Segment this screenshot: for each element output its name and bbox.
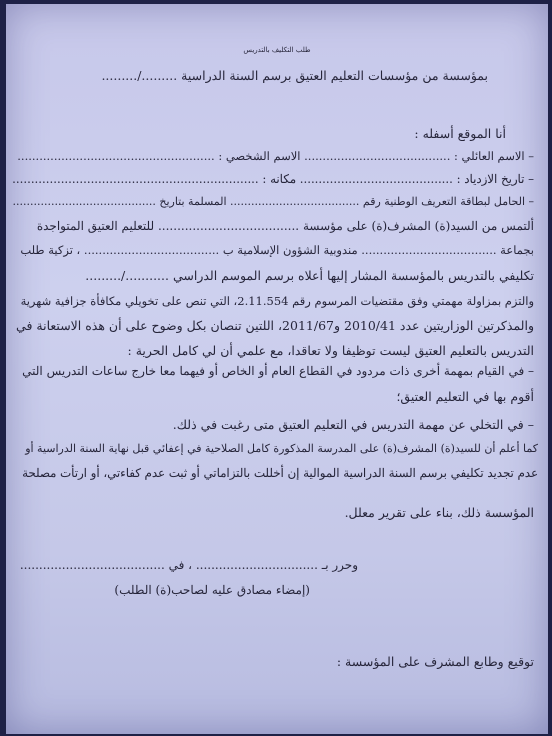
document-title: طلب التكليف بالتدريس bbox=[243, 46, 311, 54]
bullet-2: – في التخلي عن مهمة التدريس في التعليم العتيق متى رغبت في ذلك. bbox=[172, 417, 534, 432]
closing-2: عدم تجديد تكليفي برسم السنة الدراسية الموالية إن أخللت بالتزاماتي أو ثبت عدم كفاءتي، أو ارتأت مصلحة bbox=[22, 466, 538, 480]
signature-place: وحرر بـ ................................ ، في ...................................... bbox=[19, 558, 358, 572]
document-page bbox=[6, 4, 548, 734]
field-id-card: – الحامل لبطاقة التعريف الوطنية رقم ..................................... المسلمة بتاريخ ......................................... bbox=[12, 195, 534, 208]
intro-line: أنا الموقع أسفله : bbox=[414, 126, 506, 141]
signature-note: (إمضاء مصادق عليه لصاحب(ة) الطلب) bbox=[114, 583, 310, 597]
paragraph-1: تكليفي بالتدريس بالمؤسسة المشار إليها أعلاه برسم الموسم الدراسي .........../......... bbox=[85, 268, 534, 283]
bullet-1: – في القيام بمهمة أخرى ذات مردود في القطاع العام أو الخاص أو فيهما معا خارج ساعات التدريس التي bbox=[22, 364, 534, 378]
field-commune: بجماعة ..................................... مندوبية الشؤون الإسلامية ب ..................................... ، تزكية طلب bbox=[20, 243, 534, 257]
closing-3: المؤسسة ذلك، بناء على تقرير معلل. bbox=[344, 505, 534, 520]
bullet-1-continued: أقوم بها في التعليم العتيق؛ bbox=[396, 389, 534, 404]
field-request: ألتمس من السيد(ة) المشرف(ة) على مؤسسة ..................................... للتعليم العتيق المتواجدة bbox=[36, 219, 534, 233]
field-family-name: – الاسم العائلي : ........................................ الاسم الشخصي : ...................................................... bbox=[17, 149, 534, 163]
paragraph-4: التدريس بالتعليم العتيق ليست توظيفا ولا تعاقدا، مع علمي أن لي كامل الحرية : bbox=[127, 343, 534, 358]
supervisor-signature: توقيع وطابع المشرف على المؤسسة : bbox=[336, 654, 534, 669]
closing-1: كما أعلم أن للسيد(ة) المشرف(ة) على المدرسة المذكورة كامل الصلاحية في إعفائي قبل نهاية السنة الدراسية أو bbox=[25, 442, 538, 455]
institution-line: بمؤسسة من مؤسسات التعليم العتيق برسم السنة الدراسية ........./......... bbox=[101, 68, 488, 83]
paragraph-3: والمذكرتين الوزاريتين عدد 2010/41 و2011/67، اللتين تنصان بكل وضوح على أن هذه الاستعانة في bbox=[16, 318, 534, 333]
field-birth-date: – تاريخ الازدياد : ......................................... مكانه : .................................................................. bbox=[12, 172, 534, 186]
paragraph-2: والتزم بمزاولة مهمتي وفق مقتضيات المرسوم رقم 2.11.554، التي تنص على تخويلي مكافأة جزافية شهرية bbox=[20, 294, 534, 308]
